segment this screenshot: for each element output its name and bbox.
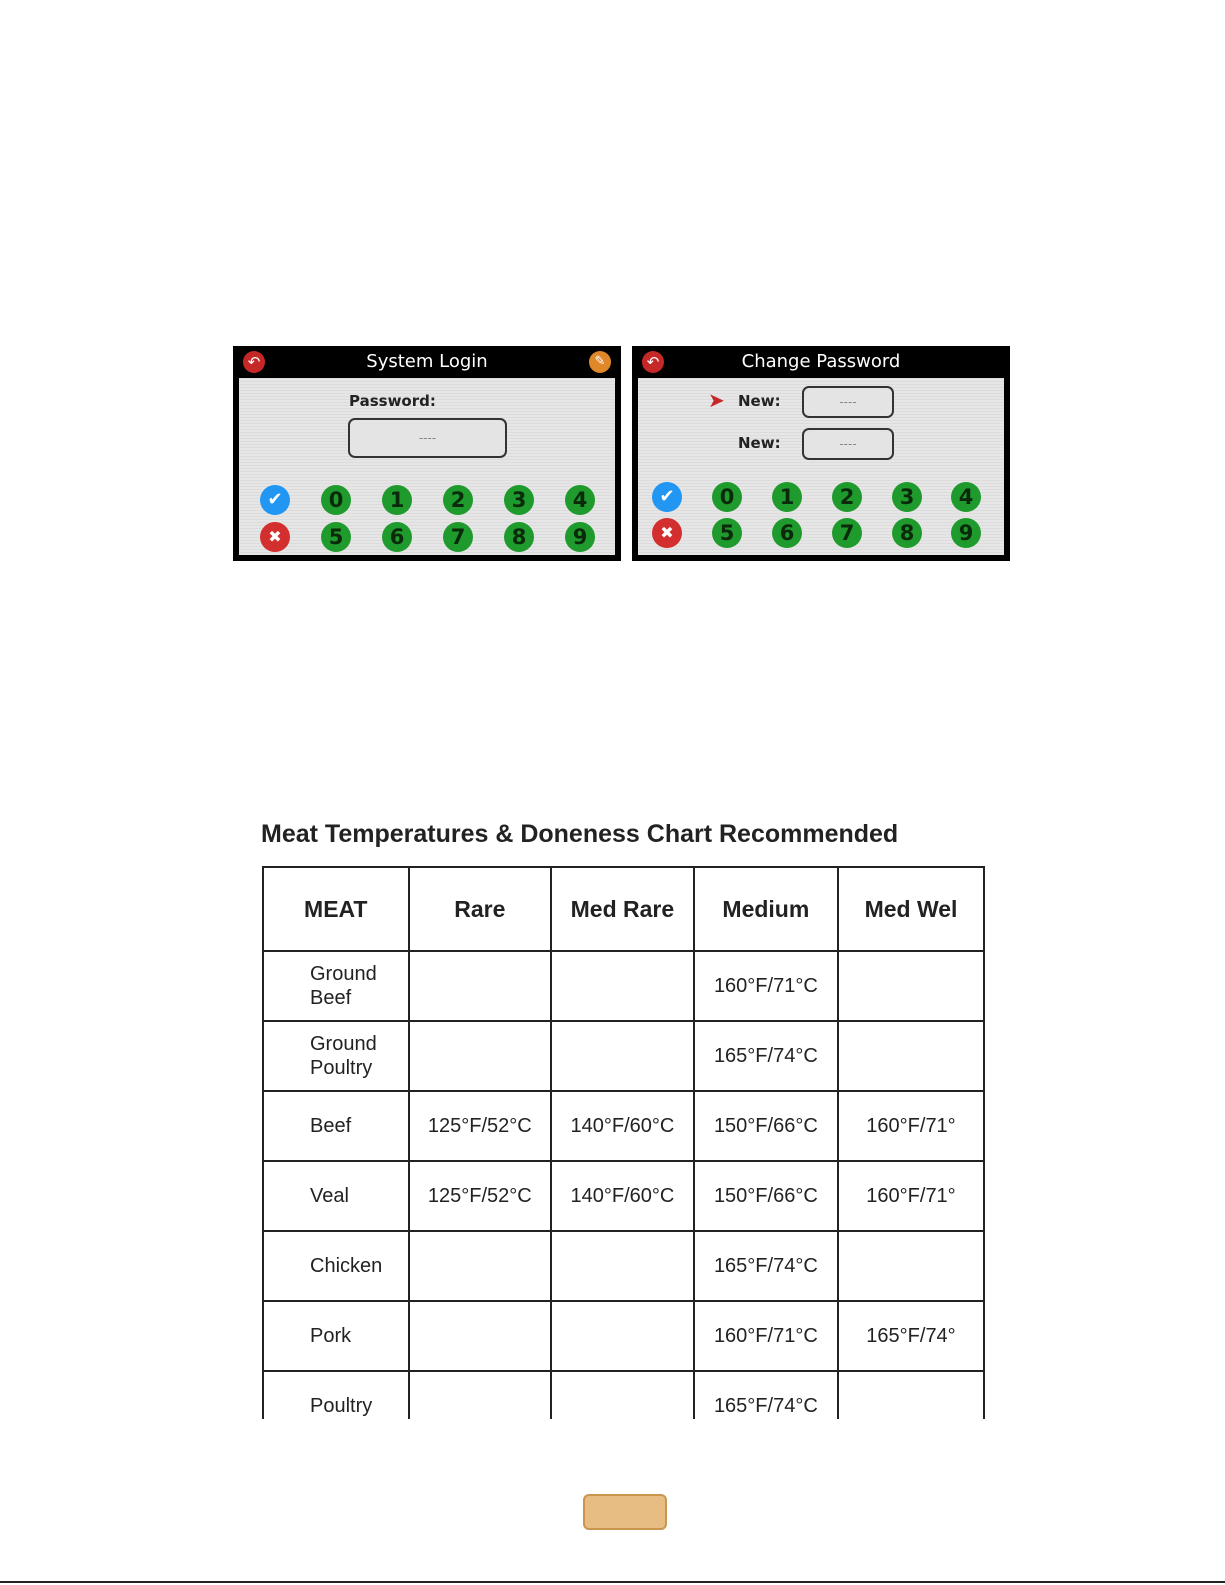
- key-1[interactable]: 1: [382, 485, 412, 515]
- cell-med-well: [838, 1021, 984, 1091]
- key-7[interactable]: 7: [443, 522, 473, 552]
- cell-med-well: 160°F/71°: [838, 1091, 984, 1161]
- confirm-password-input[interactable]: ----: [802, 428, 894, 460]
- delete-x-icon[interactable]: ✖: [652, 518, 682, 548]
- key-3[interactable]: 3: [504, 485, 534, 515]
- back-arrow-icon[interactable]: ↶: [243, 351, 265, 373]
- cell-med-rare: 140°F/60°C: [551, 1091, 694, 1161]
- key-2[interactable]: 2: [443, 485, 473, 515]
- password-label: Password:: [349, 392, 436, 410]
- login-title: System Login: [366, 351, 488, 372]
- table-row: [263, 1301, 984, 1371]
- key-6[interactable]: 6: [772, 518, 802, 548]
- cell-rare: [409, 1231, 552, 1301]
- cell-med-rare: [551, 951, 694, 1021]
- chart-title: Meat Temperatures & Doneness Chart Recommended: [261, 820, 899, 848]
- selection-arrow-icon: ➤: [708, 388, 725, 412]
- header-medium: Medium: [694, 867, 838, 951]
- change-password-screen: [632, 346, 1010, 561]
- table-row: [263, 1091, 984, 1161]
- login-panel: [239, 378, 615, 555]
- cell-rare: 125°F/52°C: [409, 1091, 552, 1161]
- header-meat: MEAT: [263, 867, 409, 951]
- cell-med-well: 160°F/71°: [838, 1161, 984, 1231]
- key-4[interactable]: 4: [951, 482, 981, 512]
- password-input[interactable]: ----: [348, 418, 507, 458]
- cell-rare: [409, 951, 552, 1021]
- cell-med-rare: [551, 1021, 694, 1091]
- key-9[interactable]: 9: [951, 518, 981, 548]
- table-header-row: [263, 867, 984, 951]
- meat-chart-table-wrap: [262, 866, 985, 1419]
- footer-rule: [0, 1581, 1225, 1583]
- cell-med-rare: [551, 1371, 694, 1419]
- cell-meat: Ground Beef: [263, 951, 409, 1021]
- cell-meat: Veal: [263, 1161, 409, 1231]
- cell-rare: [409, 1021, 552, 1091]
- header-rare: Rare: [409, 867, 552, 951]
- cell-rare: [409, 1301, 552, 1371]
- cell-medium: 160°F/71°C: [694, 951, 838, 1021]
- header-med-rare: Med Rare: [551, 867, 694, 951]
- cell-medium: 150°F/66°C: [694, 1161, 838, 1231]
- page-number-badge: [583, 1494, 667, 1530]
- cell-rare: [409, 1371, 552, 1419]
- cell-medium: 165°F/74°C: [694, 1021, 838, 1091]
- cell-med-well: 165°F/74°: [838, 1301, 984, 1371]
- table-row: [263, 951, 984, 1021]
- change-password-title: Change Password: [741, 351, 901, 372]
- cell-meat: Beef: [263, 1091, 409, 1161]
- cell-med-rare: [551, 1231, 694, 1301]
- key-9[interactable]: 9: [565, 522, 595, 552]
- cell-meat: Pork: [263, 1301, 409, 1371]
- confirm-check-icon[interactable]: ✔: [260, 485, 290, 515]
- cell-medium: 165°F/74°C: [694, 1231, 838, 1301]
- cell-meat: Ground Poultry: [263, 1021, 409, 1091]
- wrench-icon[interactable]: ✎: [589, 351, 611, 373]
- table-row: [263, 1231, 984, 1301]
- cell-medium: 160°F/71°C: [694, 1301, 838, 1371]
- cell-meat: Poultry: [263, 1371, 409, 1419]
- meat-chart-table: [262, 866, 985, 1419]
- new-password-input[interactable]: ----: [802, 386, 894, 418]
- key-8[interactable]: 8: [504, 522, 534, 552]
- key-3[interactable]: 3: [892, 482, 922, 512]
- cell-meat: Chicken: [263, 1231, 409, 1301]
- change-password-panel: [638, 378, 1004, 555]
- key-5[interactable]: 5: [712, 518, 742, 548]
- key-2[interactable]: 2: [832, 482, 862, 512]
- back-arrow-icon[interactable]: ↶: [642, 351, 664, 373]
- cell-med-well: [838, 1371, 984, 1419]
- cell-med-rare: 140°F/60°C: [551, 1161, 694, 1231]
- confirm-check-icon[interactable]: ✔: [652, 482, 682, 512]
- cell-rare: 125°F/52°C: [409, 1161, 552, 1231]
- table-row: [263, 1021, 984, 1091]
- key-4[interactable]: 4: [565, 485, 595, 515]
- key-5[interactable]: 5: [321, 522, 351, 552]
- cell-medium: 165°F/74°C: [694, 1371, 838, 1419]
- key-1[interactable]: 1: [772, 482, 802, 512]
- header-med-well: Med Wel: [838, 867, 984, 951]
- table-row: [263, 1371, 984, 1419]
- cell-med-rare: [551, 1301, 694, 1371]
- key-0[interactable]: 0: [321, 485, 351, 515]
- system-login-screen: [233, 346, 621, 561]
- cell-medium: 150°F/66°C: [694, 1091, 838, 1161]
- cell-med-well: [838, 1231, 984, 1301]
- cell-med-well: [838, 951, 984, 1021]
- key-8[interactable]: 8: [892, 518, 922, 548]
- confirm-password-label: New:: [738, 434, 781, 452]
- key-0[interactable]: 0: [712, 482, 742, 512]
- new-password-label: New:: [738, 392, 781, 410]
- table-row: [263, 1161, 984, 1231]
- key-7[interactable]: 7: [832, 518, 862, 548]
- delete-x-icon[interactable]: ✖: [260, 522, 290, 552]
- key-6[interactable]: 6: [382, 522, 412, 552]
